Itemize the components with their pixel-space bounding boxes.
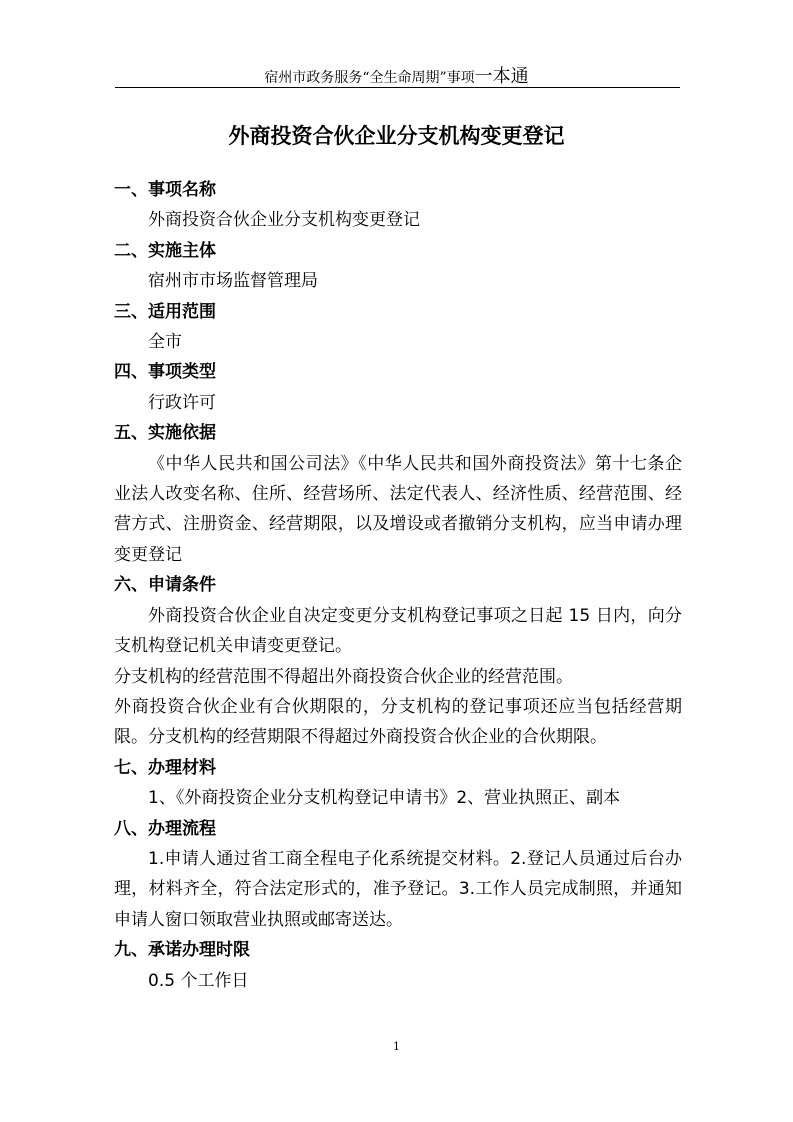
section-heading: 二、实施主体 — [114, 240, 216, 261]
header-divider — [115, 87, 680, 88]
section-text: 外商投资合伙企业自决定变更分支机构登记事项之日起 15 日内，向分支机构登记机关申请变更登记。 — [114, 605, 682, 657]
document-body — [114, 175, 682, 996]
section-text: 1、《外商投资企业分支机构登记申请书》2、营业执照正、副本 — [148, 788, 621, 809]
section-text: 行政许可 — [148, 392, 216, 413]
section-heading: 七、办理材料 — [114, 757, 216, 778]
section-heading: 八、办理流程 — [114, 818, 216, 839]
page-number: 1 — [393, 1040, 400, 1053]
section-heading: 六、申请条件 — [114, 575, 216, 596]
section-text: 全市 — [148, 332, 182, 353]
header-tail-text: 一本通 — [474, 66, 529, 87]
page-header — [0, 62, 793, 88]
header-main-text: 宿州市政务服务“全生命周期”事项 — [264, 70, 475, 86]
section-text: 《中华人民共和国公司法》《中华人民共和国外商投资法》第十七条企业法人改变名称、住所、经营场所、法定代表人、经济性质、经营范围、经营方式、注册资金、经营期限，以及增设或者撤销分支机构，应当申请办理变更登记 — [114, 453, 682, 565]
section-heading: 三、适用范围 — [114, 301, 216, 322]
section-heading: 五、实施依据 — [114, 423, 216, 444]
document-title: 外商投资合伙企业分支机构变更登记 — [228, 124, 565, 148]
section-text: 外商投资合伙企业有合伙期限的，分支机构的登记事项还应当包括经营期限。分支机构的经营期限不得超过外商投资合伙企业的合伙期限。 — [114, 696, 682, 748]
section-text: 分支机构的经营范围不得超出外商投资合伙企业的经营范围。 — [114, 666, 573, 687]
section-text: 宿州市市场监督管理局 — [148, 271, 318, 292]
section-heading: 四、事项类型 — [114, 362, 216, 383]
section-heading: 九、承诺办理时限 — [114, 940, 250, 961]
section-text: 0.5 个工作日 — [148, 970, 249, 991]
section-heading: 一、事项名称 — [114, 180, 216, 200]
section-text: 外商投资合伙企业分支机构变更登记 — [148, 210, 420, 231]
section-text: 1.申请人通过省工商全程电子化系统提交材料。2.登记人员通过后台办理，材料齐全，符合法定形式的，准予登记。3.工作人员完成制照，并通知申请人窗口领取营业执照或邮寄送达。 — [114, 848, 682, 930]
